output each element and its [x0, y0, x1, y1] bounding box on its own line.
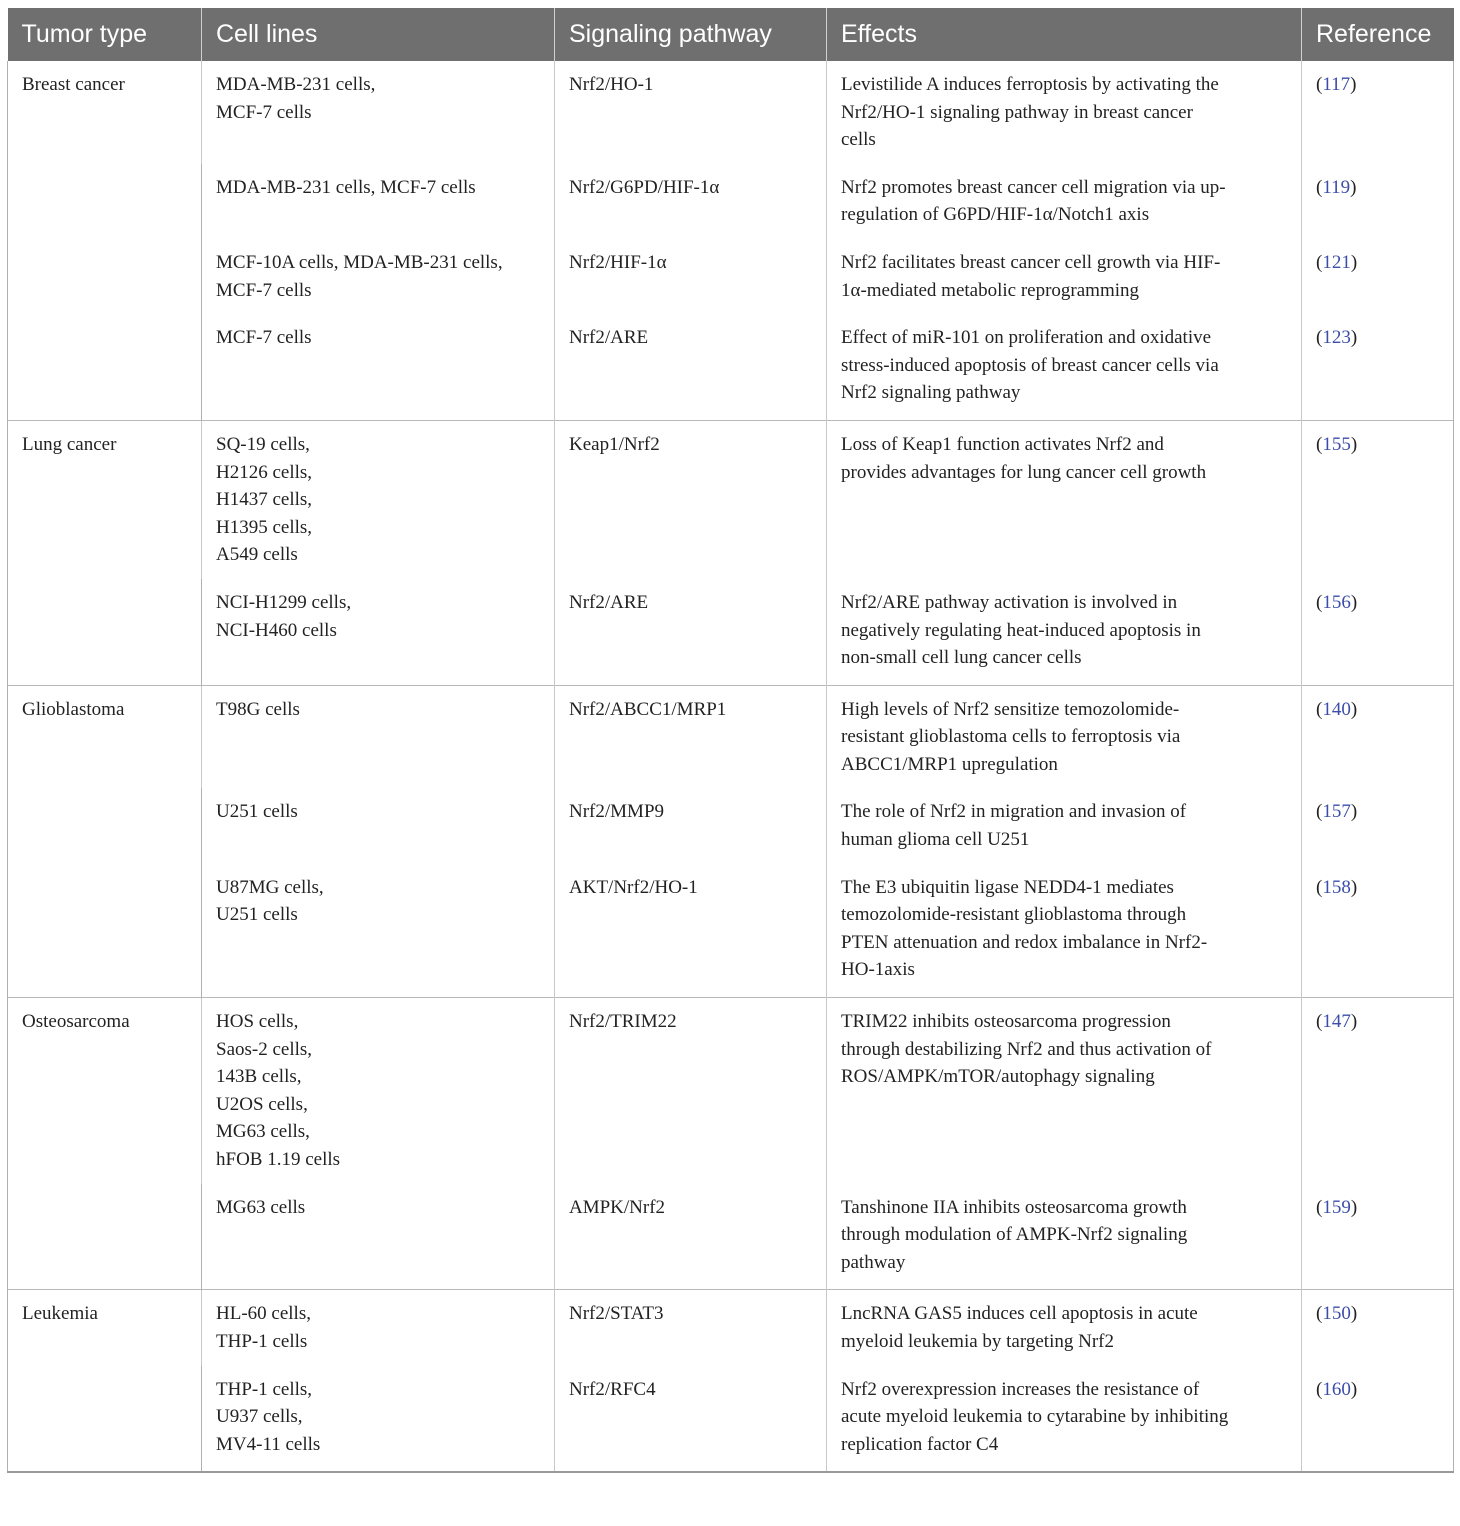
effects-cell: Nrf2 overexpression increases the resistance of acute myeloid leukemia to cytarabine by inhibiting replication factor C4 [827, 1366, 1302, 1473]
cell-lines-cell: MG63 cells [202, 1184, 555, 1290]
reference-cell: (121) [1302, 239, 1454, 314]
cell-lines-cell: NCI-H1299 cells, NCI-H460 cells [202, 579, 555, 685]
table-row [8, 685, 1454, 788]
tumor-type-cell: Osteosarcoma [8, 998, 202, 1290]
cell-lines-cell: MCF-10A cells, MDA-MB-231 cells, MCF-7 cells [202, 239, 555, 314]
reference-cell: (147) [1302, 998, 1454, 1184]
cell-lines-cell: MDA-MB-231 cells, MCF-7 cells [202, 164, 555, 239]
cell-lines-cell: THP-1 cells, U937 cells, MV4-11 cells [202, 1366, 555, 1473]
cell-lines-cell: HL-60 cells, THP-1 cells [202, 1290, 555, 1366]
table-row [8, 579, 1454, 685]
effects-cell: Nrf2/ARE pathway activation is involved in negatively regulating heat-induced apoptosis in non-small cell lung cancer cells [827, 579, 1302, 685]
effects-cell: The role of Nrf2 in migration and invasion of human glioma cell U251 [827, 788, 1302, 863]
reference-link[interactable]: 121 [1322, 251, 1351, 273]
effects-cell: Nrf2 facilitates breast cancer cell growth via HIF- 1α-mediated metabolic reprogramming [827, 239, 1302, 314]
reference-cell: (150) [1302, 1290, 1454, 1366]
reference-cell: (140) [1302, 685, 1454, 788]
cell-lines-cell: MDA-MB-231 cells, MCF-7 cells [202, 61, 555, 164]
pathway-cell: Nrf2/HO-1 [555, 61, 827, 164]
pathway-cell: Nrf2/STAT3 [555, 1290, 827, 1366]
tumor-type-cell: Breast cancer [8, 61, 202, 420]
cell-lines-cell: U251 cells [202, 788, 555, 863]
reference-link[interactable]: 159 [1322, 1196, 1351, 1218]
pathway-cell: Nrf2/G6PD/HIF-1α [555, 164, 827, 239]
table-row [8, 61, 1454, 164]
table-row [8, 164, 1454, 239]
tumor-pathway-table [7, 8, 1454, 1473]
pathway-cell: Nrf2/MMP9 [555, 788, 827, 863]
pathway-cell: Nrf2/ABCC1/MRP1 [555, 685, 827, 788]
table-row [8, 1184, 1454, 1290]
pathway-cell: AMPK/Nrf2 [555, 1184, 827, 1290]
tumor-type-cell: Glioblastoma [8, 685, 202, 997]
reference-cell: (156) [1302, 579, 1454, 685]
reference-cell: (159) [1302, 1184, 1454, 1290]
reference-cell: (158) [1302, 864, 1454, 998]
effects-cell: TRIM22 inhibits osteosarcoma progression through destabilizing Nrf2 and thus activation of ROS/AMPK/mTOR/autophagy signaling [827, 998, 1302, 1184]
effects-cell: Levistilide A induces ferroptosis by activating the Nrf2/HO-1 signaling pathway in breast cancer cells [827, 61, 1302, 164]
table-header [8, 8, 1454, 61]
reference-link[interactable]: 119 [1322, 176, 1351, 198]
table-row [8, 788, 1454, 863]
tumor-type-cell: Lung cancer [8, 420, 202, 685]
effects-cell: LncRNA GAS5 induces cell apoptosis in acute myeloid leukemia by targeting Nrf2 [827, 1290, 1302, 1366]
reference-cell: (160) [1302, 1366, 1454, 1473]
reference-link[interactable]: 158 [1322, 876, 1351, 898]
col-header-reference: Reference [1302, 8, 1454, 61]
cell-lines-cell: MCF-7 cells [202, 314, 555, 420]
pathway-cell: Keap1/Nrf2 [555, 420, 827, 578]
col-header-tumor-type: Tumor type [8, 8, 202, 61]
reference-link[interactable]: 117 [1322, 74, 1351, 95]
effects-cell: Nrf2 promotes breast cancer cell migration via up- regulation of G6PD/HIF-1α/Notch1 axis [827, 164, 1302, 239]
reference-link[interactable]: 160 [1322, 1378, 1351, 1400]
effects-cell: Tanshinone IIA inhibits osteosarcoma growth through modulation of AMPK-Nrf2 signaling pathway [827, 1184, 1302, 1290]
reference-link[interactable]: 147 [1322, 1011, 1351, 1033]
header-row [8, 8, 1454, 61]
table-row [8, 998, 1454, 1184]
table-row [8, 864, 1454, 998]
table-row [8, 1290, 1454, 1366]
reference-link[interactable]: 123 [1322, 327, 1351, 349]
col-header-cell-lines: Cell lines [202, 8, 555, 61]
table-row [8, 239, 1454, 314]
cell-lines-cell: HOS cells, Saos-2 cells, 143B cells, U2OS cells, MG63 cells, hFOB 1.19 cells [202, 998, 555, 1184]
pathway-cell: AKT/Nrf2/HO-1 [555, 864, 827, 998]
reference-link[interactable]: 155 [1322, 433, 1351, 455]
reference-cell: (157) [1302, 788, 1454, 863]
pathway-cell: Nrf2/RFC4 [555, 1366, 827, 1473]
cell-lines-cell: U87MG cells, U251 cells [202, 864, 555, 998]
cell-lines-cell: SQ-19 cells, H2126 cells, H1437 cells, H1395 cells, A549 cells [202, 420, 555, 578]
table-row [8, 314, 1454, 420]
cell-lines-cell: T98G cells [202, 685, 555, 788]
pathway-cell: Nrf2/ARE [555, 579, 827, 685]
table-body [8, 61, 1454, 1472]
reference-link[interactable]: 140 [1322, 698, 1351, 720]
effects-cell: Effect of miR-101 on proliferation and oxidative stress-induced apoptosis of breast cancer cells via Nrf2 signaling pathway [827, 314, 1302, 420]
reference-link[interactable]: 157 [1322, 801, 1351, 823]
reference-cell: (117) [1302, 61, 1454, 164]
reference-link[interactable]: 150 [1322, 1303, 1351, 1325]
col-header-signaling-pathway: Signaling pathway [555, 8, 827, 61]
effects-cell: High levels of Nrf2 sensitize temozolomide- resistant glioblastoma cells to ferroptosis via ABCC1/MRP1 upregulation [827, 685, 1302, 788]
reference-cell: (155) [1302, 420, 1454, 578]
pathway-cell: Nrf2/HIF-1α [555, 239, 827, 314]
pathway-cell: Nrf2/ARE [555, 314, 827, 420]
col-header-effects: Effects [827, 8, 1302, 61]
reference-cell: (123) [1302, 314, 1454, 420]
reference-cell: (119) [1302, 164, 1454, 239]
pathway-cell: Nrf2/TRIM22 [555, 998, 827, 1184]
reference-link[interactable]: 156 [1322, 591, 1351, 613]
table-row [8, 420, 1454, 578]
effects-cell: Loss of Keap1 function activates Nrf2 and provides advantages for lung cancer cell growth [827, 420, 1302, 578]
tumor-type-cell: Leukemia [8, 1290, 202, 1472]
table-row [8, 1366, 1454, 1473]
effects-cell: The E3 ubiquitin ligase NEDD4-1 mediates temozolomide-resistant glioblastoma through PTEN attenuation and redox imbalance in Nrf2- HO-1axis [827, 864, 1302, 998]
